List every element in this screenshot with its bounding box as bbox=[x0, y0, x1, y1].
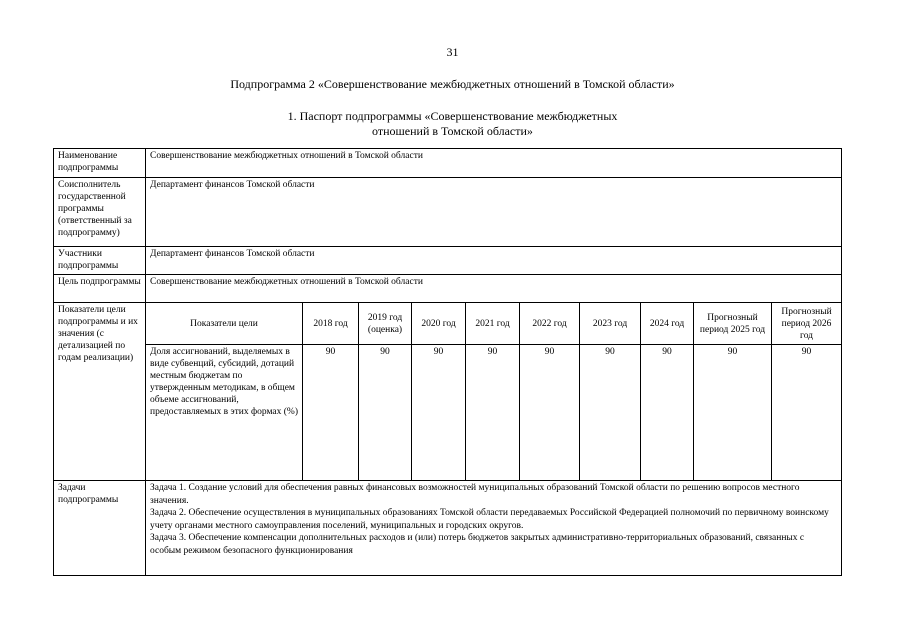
header-2023: 2023 год bbox=[580, 303, 641, 345]
passport-title-line2: отношений в Томской области» bbox=[372, 124, 533, 138]
subprogram-title: Подпрограмма 2 «Совершенствование межбюджетных отношений в Томской области» bbox=[230, 77, 675, 91]
task-1: Задача 1. Создание условий для обеспечения равных финансовых возможностей муниципальных образований Томской области по решению вопросов местного значения. bbox=[150, 483, 800, 506]
value-forecast-2026: 90 bbox=[772, 345, 842, 481]
header-2018: 2018 год bbox=[303, 303, 359, 345]
row-participants-value: Департамент финансов Томской области bbox=[146, 247, 842, 275]
passport-table bbox=[53, 148, 842, 576]
header-2019: 2019 год (оценка) bbox=[359, 303, 412, 345]
value-2022: 90 bbox=[520, 345, 580, 481]
header-2020: 2020 год bbox=[412, 303, 466, 345]
value-2020: 90 bbox=[412, 345, 466, 481]
row-tasks-label: Задачи подпрограммы bbox=[54, 481, 146, 576]
value-2021: 90 bbox=[466, 345, 520, 481]
value-2019: 90 bbox=[359, 345, 412, 481]
page-number: 31 bbox=[446, 45, 459, 59]
indicator-text: Доля ассигнований, выделяемых в виде субвенций, субсидий, дотаций местным бюджетам по утвержденным методикам, в общем объеме ассигнований, предоставляемых в этих формах (%) bbox=[146, 345, 303, 481]
passport-title bbox=[0, 109, 905, 139]
row-name bbox=[54, 149, 842, 178]
row-name-value: Совершенствование межбюджетных отношений в Томской области bbox=[146, 149, 842, 178]
value-2023: 90 bbox=[580, 345, 641, 481]
value-forecast-2025: 90 bbox=[694, 345, 772, 481]
header-2024: 2024 год bbox=[641, 303, 694, 345]
value-2024: 90 bbox=[641, 345, 694, 481]
row-goal-label: Цель подпрограммы bbox=[54, 275, 146, 303]
passport-title-line1: 1. Паспорт подпрограммы «Совершенствование межбюджетных bbox=[287, 109, 618, 123]
row-goal-value: Совершенствование межбюджетных отношений в Томской области bbox=[146, 275, 842, 303]
row-coexecutor bbox=[54, 178, 842, 247]
header-forecast-2025: Прогнозный период 2025 год bbox=[694, 303, 772, 345]
row-goal bbox=[54, 275, 842, 303]
header-2021: 2021 год bbox=[466, 303, 520, 345]
row-participants-label: Участники подпрограммы bbox=[54, 247, 146, 275]
row-coexecutor-value: Департамент финансов Томской области bbox=[146, 178, 842, 247]
value-2018: 90 bbox=[303, 345, 359, 481]
row-tasks bbox=[54, 481, 842, 576]
indicators-header-row bbox=[54, 303, 842, 345]
row-indicators-label: Показатели цели подпрограммы и их значения (с детализацией по годам реализации) bbox=[54, 303, 146, 481]
indicators-value-row bbox=[54, 345, 842, 481]
row-name-label: Наименование подпрограммы bbox=[54, 149, 146, 178]
header-indicator: Показатели цели bbox=[146, 303, 303, 345]
header-forecast-2026: Прогнозный период 2026 год bbox=[772, 303, 842, 345]
header-2022: 2022 год bbox=[520, 303, 580, 345]
row-coexecutor-label: Соисполнитель государственной программы (ответственный за подпрограмму) bbox=[54, 178, 146, 247]
task-2: Задача 2. Обеспечение осуществления в муниципальных образованиях Томской области передаваемых Российской Федерацией полномочий по первичному воинскому учету органами местного самоуправления поселений, муниципальных и городских округов. bbox=[150, 508, 829, 531]
row-tasks-value bbox=[146, 481, 842, 576]
row-participants bbox=[54, 247, 842, 275]
task-3: Задача 3. Обеспечение компенсации дополнительных расходов и (или) потерь бюджетов закрытых административно-территориальных образований, связанных с особым режимом безопасного функционирования bbox=[150, 533, 805, 556]
